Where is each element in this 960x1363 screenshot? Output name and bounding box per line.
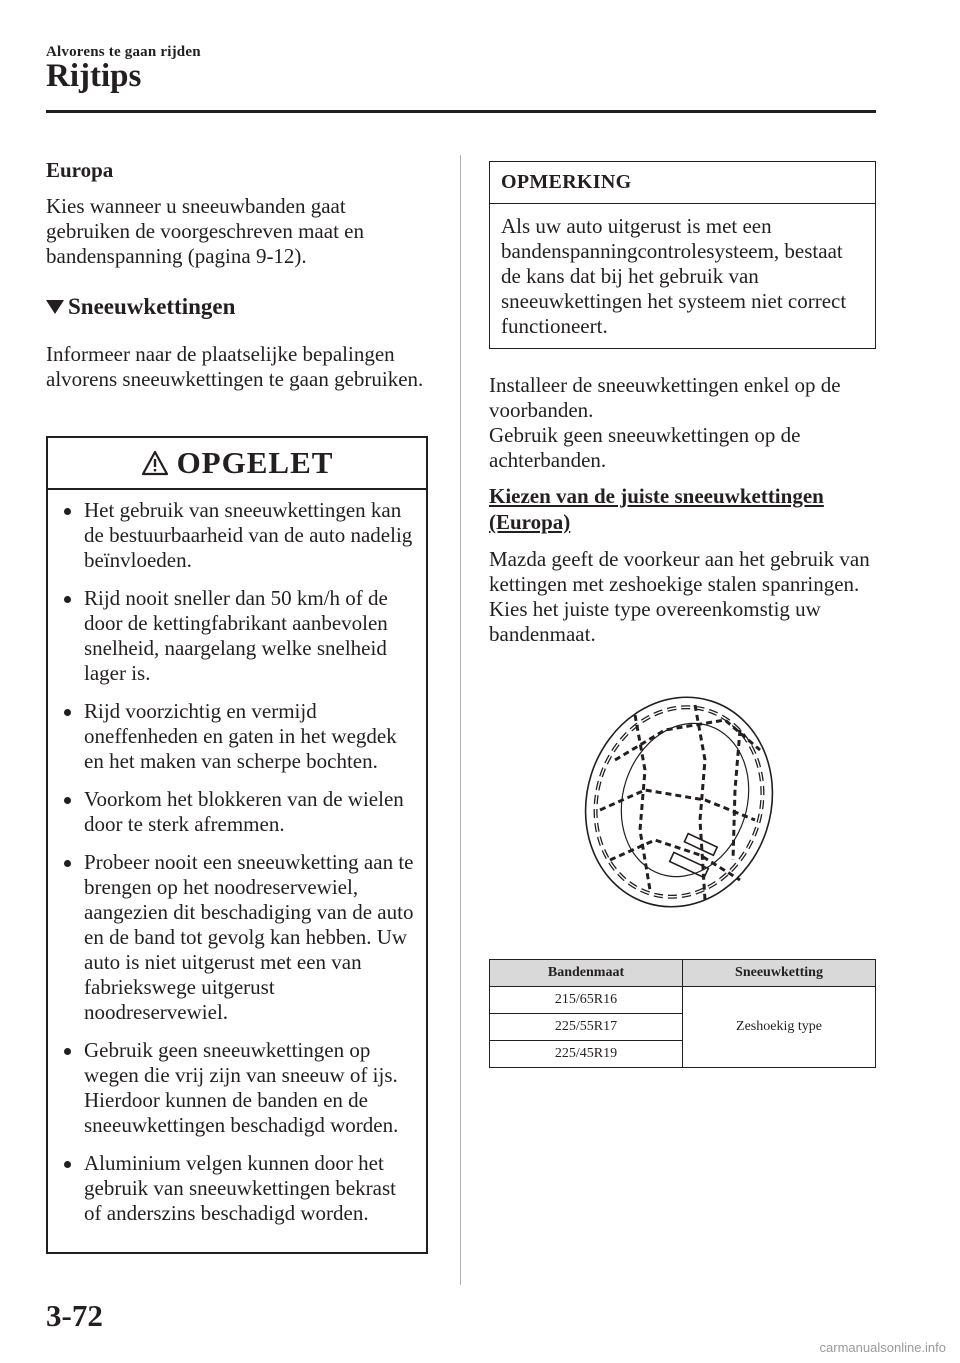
bullet-icon — [64, 797, 71, 804]
bullet-icon — [64, 1161, 71, 1168]
header-rule — [46, 110, 876, 113]
caution-box — [46, 436, 428, 1254]
caution-item: Aluminium velgen kunnen door het gebruik van sneeuwkettingen bekrast of anderszins beschadigd worden. — [62, 1151, 418, 1226]
caution-item: Voorkom het blokkeren van de wielen door te sterk afremmen. — [62, 787, 418, 837]
bullet-icon — [64, 860, 71, 867]
bullet-icon — [64, 1048, 71, 1055]
choose-heading: Kiezen van de juiste sneeuwkettingen (Europa) — [489, 484, 824, 534]
chains-heading-label: Sneeuwkettingen — [68, 294, 236, 319]
triangle-down-icon — [46, 300, 64, 314]
warning-triangle-icon — [141, 450, 169, 476]
caution-item: Gebruik geen sneeuwkettingen op wegen die vrij zijn van sneeuw of ijs. Hierdoor kunnen de banden en de sneeuwkettingen beschadigd worden. — [62, 1038, 418, 1138]
chains-intro — [46, 342, 431, 392]
caution-item: Probeer nooit een sneeuwketting aan te brengen op het noodreservewiel, aangezien dit beschadiging van de auto en de band tot gevolg kan hebben. Uw auto is niet uitgerust met een van fabriekswege uitgerust noodreservewiel. — [62, 850, 418, 1025]
note-text: Als uw auto uitgerust is met een bandenspanningcontrolesysteem, bestaat de kans dat bij het gebruik van sneeuwkettingen het systeem niet correct functioneert. — [501, 214, 847, 338]
column-divider — [460, 155, 461, 1285]
europe-section — [46, 158, 431, 269]
note-box — [489, 161, 876, 349]
europe-text: Kies wanneer u sneeuwbanden gaat gebruiken de voorgeschreven maat en bandenspanning (pagina 9-12). — [46, 194, 364, 268]
chapter-title: Rijtips — [46, 58, 142, 94]
choose-text: Mazda geeft de voorkeur aan het gebruik van kettingen met zeshoekige stalen spanringen. Kies het juiste type overeenkomstig uw bandenmaat. — [489, 547, 870, 646]
chain-size-table — [489, 959, 876, 1068]
install-text-front: Installeer de sneeuwkettingen enkel op de voorbanden. — [489, 373, 841, 422]
caution-title: OPGELET — [176, 445, 334, 480]
tire-size-cell: 225/45R19 — [490, 1041, 683, 1068]
caution-header — [48, 438, 426, 490]
note-title: OPMERKING — [490, 162, 875, 204]
table-row — [490, 987, 876, 1014]
caution-item: Het gebruik van sneeuwkettingen kan de bestuurbaarheid van de auto nadelig beïnvloeden. — [62, 498, 418, 573]
install-text-rear: Gebruik geen sneeuwkettingen op de achterbanden. — [489, 423, 801, 472]
header-tire-size: Bandenmaat — [490, 960, 683, 987]
caution-item: Rijd nooit sneller dan 50 km/h of de door de kettingfabrikant aanbevolen snelheid, naargelang welke snelheid lager is. — [62, 586, 418, 686]
caution-list — [48, 490, 426, 1226]
tire-size-cell: 225/55R17 — [490, 1014, 683, 1041]
chains-heading — [46, 294, 235, 320]
page-number: 3-72 — [46, 1298, 103, 1333]
chains-text: Informeer naar de plaatselijke bepalingen alvorens sneeuwkettingen te gaan gebruiken. — [46, 342, 424, 391]
tire-size-cell: 215/65R16 — [490, 987, 683, 1014]
header-snow-chain: Sneeuwketting — [683, 960, 876, 987]
watermark: carmanualsonline.info — [819, 1340, 946, 1355]
europe-heading: Europa — [46, 158, 114, 182]
caution-item: Rijd voorzichtig en vermijd oneffenheden en gaten in het wegdek en het maken van scherpe bochten. — [62, 699, 418, 774]
bullet-icon — [64, 709, 71, 716]
section-label: Alvorens te gaan rijden — [46, 44, 201, 60]
install-section — [489, 373, 879, 647]
snow-chain-illustration — [575, 690, 780, 915]
bullet-icon — [64, 508, 71, 515]
table-header-row — [490, 960, 876, 987]
bullet-icon — [64, 596, 71, 603]
chain-type-cell: Zeshoekig type — [683, 987, 876, 1068]
